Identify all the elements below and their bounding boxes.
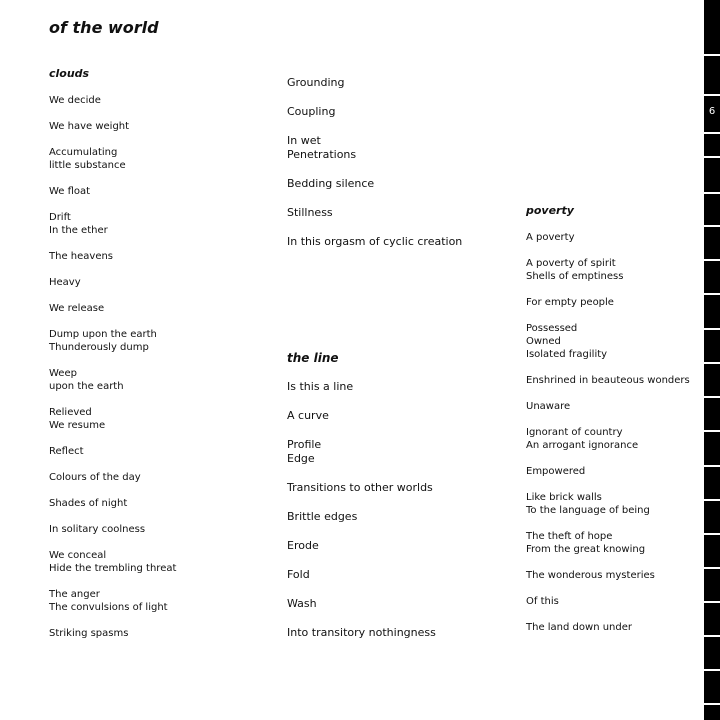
poem-clouds: [49, 66, 269, 653]
poem-line: Striking spasms: [49, 628, 129, 639]
poem-line: Wash: [287, 597, 317, 610]
poem-line: Shades of night: [49, 498, 128, 509]
tab-divider: [704, 499, 720, 501]
poem-line: Shells of emptiness: [526, 271, 624, 282]
poem-line: We release: [49, 303, 105, 314]
tab-divider: [704, 396, 720, 398]
stanza: [526, 426, 706, 452]
poem-line: The heavens: [49, 251, 114, 262]
poem-line: From the great knowing: [526, 544, 646, 555]
stanza: [287, 134, 507, 162]
poem-line: Into transitory nothingness: [287, 626, 436, 639]
stanza: [49, 276, 269, 289]
stanza: [49, 627, 269, 640]
poem-line: A curve: [287, 409, 329, 422]
poem-line: Reflect: [49, 446, 84, 457]
poem-line: Weep: [49, 368, 77, 379]
poem-line: Of this: [526, 596, 559, 607]
poem-line: The anger: [49, 589, 100, 600]
poem-line: The theft of hope: [526, 531, 613, 542]
poem-line: Colours of the day: [49, 472, 141, 483]
poem-line: Brittle edges: [287, 510, 358, 523]
tab-divider: [704, 54, 720, 56]
poem-line: Enshrined in beauteous wonders: [526, 375, 690, 386]
tab-divider: [704, 328, 720, 330]
tab-divider: [704, 635, 720, 637]
poem-line: Dump upon the earth: [49, 329, 157, 340]
poem-line: Coupling: [287, 105, 336, 118]
poem-line: The wonderous mysteries: [526, 570, 655, 581]
stanza: [287, 235, 507, 249]
stanza: [287, 206, 507, 220]
stanza: [526, 465, 706, 478]
poem-line: Stillness: [287, 206, 333, 219]
poem-body: [526, 231, 706, 634]
stanza: [49, 328, 269, 354]
stanza: [526, 621, 706, 634]
tab-divider: [704, 362, 720, 364]
poem-line: We decide: [49, 95, 101, 106]
tab-divider: [704, 156, 720, 158]
poem-line: Erode: [287, 539, 319, 552]
page-number: 6: [708, 106, 716, 117]
stanza: [287, 626, 507, 640]
poem-line: Penetrations: [287, 148, 357, 161]
stanza: [526, 296, 706, 309]
stanza: [287, 105, 507, 119]
poem-line: Like brick walls: [526, 492, 602, 503]
poem-line: We float: [49, 186, 91, 197]
poem-line: In wet: [287, 134, 321, 147]
tab-divider: [704, 703, 720, 705]
poem-line: Heavy: [49, 277, 81, 288]
page-title: of the world: [49, 18, 159, 37]
poem-line: In this orgasm of cyclic creation: [287, 235, 463, 248]
tab-divider: [704, 293, 720, 295]
tab-divider: [704, 465, 720, 467]
poem-line: Accumulating: [49, 147, 118, 158]
poem-body: [287, 76, 507, 249]
tab-divider: [704, 533, 720, 535]
stanza: [287, 597, 507, 611]
poem-line: Profile: [287, 438, 322, 451]
stanza: [49, 185, 269, 198]
stanza: [287, 481, 507, 495]
poem-line: Fold: [287, 568, 310, 581]
stanza: [287, 409, 507, 423]
poem-line: We conceal: [49, 550, 107, 561]
poem-line: The land down under: [526, 622, 632, 633]
poem-body: [49, 94, 269, 640]
stanza: [526, 491, 706, 517]
stanza: [49, 120, 269, 133]
poem-clouds-continued: [287, 76, 507, 264]
stanza: [526, 374, 706, 387]
stanza: [49, 211, 269, 237]
poem-line: upon the earth: [49, 381, 124, 392]
stanza: [49, 367, 269, 393]
stanza: [287, 438, 507, 466]
stanza: [49, 549, 269, 575]
poem-line: In the ether: [49, 225, 108, 236]
stanza: [526, 257, 706, 283]
poem-line: Relieved: [49, 407, 92, 418]
poem-line: An arrogant ignorance: [526, 440, 639, 451]
poem-line: Transitions to other worlds: [287, 481, 433, 494]
stanza: [49, 523, 269, 536]
stanza: [526, 569, 706, 582]
poem-line: Edge: [287, 452, 315, 465]
stanza: [526, 400, 706, 413]
tab-divider: [704, 567, 720, 569]
poem-line: For empty people: [526, 297, 614, 308]
stanza: [287, 510, 507, 524]
tab-divider: [704, 669, 720, 671]
poem-line: Drift: [49, 212, 71, 223]
tab-divider: [704, 259, 720, 261]
stanza: [49, 146, 269, 172]
stanza: [287, 76, 507, 90]
stanza: [287, 568, 507, 582]
tab-divider: [704, 430, 720, 432]
stanza: [49, 497, 269, 510]
poem-line: Owned: [526, 336, 561, 347]
stanza: [287, 380, 507, 394]
stanza: [49, 94, 269, 107]
poem-line: To the language of being: [526, 505, 650, 516]
poem-heading-poverty: poverty: [526, 204, 574, 217]
stanza: [526, 530, 706, 556]
poem-line: Possessed: [526, 323, 578, 334]
poem-line: Unaware: [526, 401, 571, 412]
stanza: [49, 302, 269, 315]
stanza: [287, 177, 507, 191]
poem-line: Isolated fragility: [526, 349, 608, 360]
poem-poverty: [526, 203, 706, 647]
poem-line: Hide the trembling threat: [49, 563, 177, 574]
stanza: [49, 250, 269, 263]
stanza: [49, 445, 269, 458]
stanza: [49, 471, 269, 484]
stanza: [49, 406, 269, 432]
tab-divider: [704, 192, 720, 194]
stanza: [526, 595, 706, 608]
poem-heading-the-line: the line: [287, 351, 339, 365]
poem-line: In solitary coolness: [49, 524, 146, 535]
poem-line: We resume: [49, 420, 106, 431]
poem-line: Is this a line: [287, 380, 354, 393]
poem-line: Bedding silence: [287, 177, 375, 190]
tab-divider: [704, 601, 720, 603]
tab-divider: [704, 225, 720, 227]
poem-heading-clouds: clouds: [49, 67, 90, 80]
poem-line: The convulsions of light: [49, 602, 168, 613]
stanza: [49, 588, 269, 614]
poem-line: A poverty: [526, 232, 575, 243]
poem-line: Thunderously dump: [49, 342, 149, 353]
poem-line: A poverty of spirit: [526, 258, 616, 269]
poem-body: [287, 380, 507, 640]
poem-line: little substance: [49, 160, 126, 171]
stanza: [287, 539, 507, 553]
poem-line: We have weight: [49, 121, 130, 132]
poem-line: Ignorant of country: [526, 427, 623, 438]
stanza: [526, 231, 706, 244]
poem-the-line: [287, 351, 507, 655]
poem-line: Empowered: [526, 466, 586, 477]
stanza: [526, 322, 706, 361]
poem-line: Grounding: [287, 76, 345, 89]
